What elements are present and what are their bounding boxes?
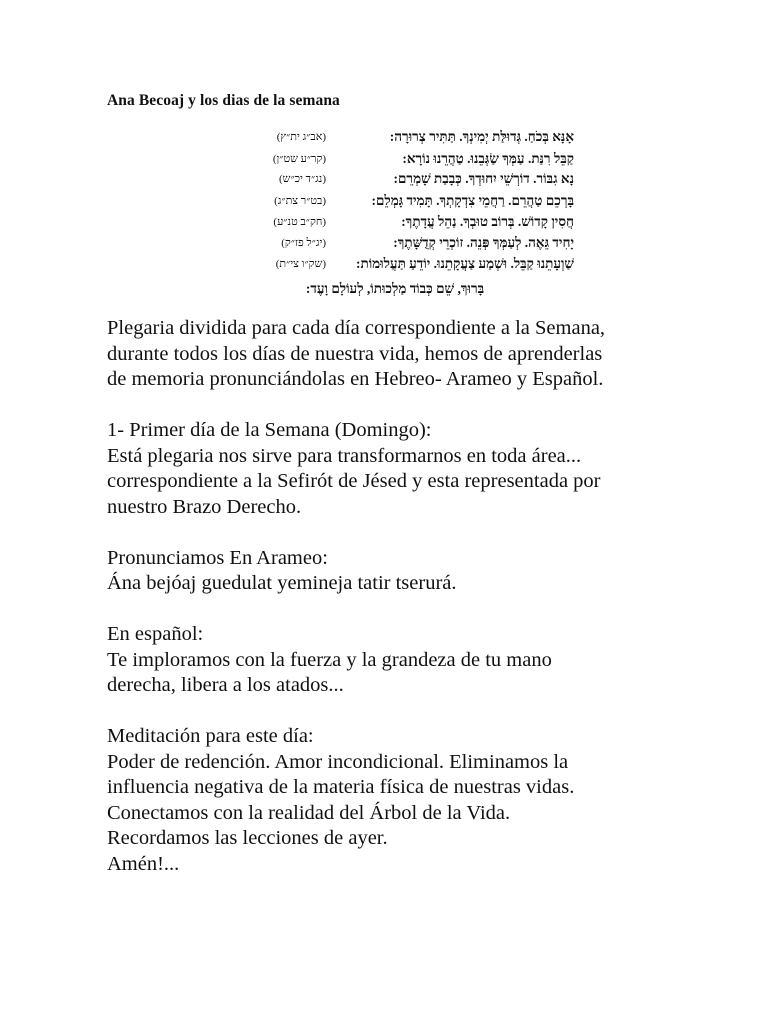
paragraph-line: Está plegaria nos sirve para transformarnos en toda área... [107, 444, 582, 467]
prayer-row [232, 253, 578, 275]
spanish-heading: En español: [107, 623, 204, 645]
prayer-row-ref: (שק״ו צי״ת) [275, 258, 326, 270]
paragraph-line: nuestro Brazo Derecho. [107, 495, 302, 518]
prayer-row-verse: אָנָּא בְּכֹחַ. גְּדוּלַּת יְמִינְךָ. תַּתִּיר צְרוּרָה: [389, 129, 574, 144]
prayer-row-verse: יָחִיד גֵּאֶה. לְעַמְּךָ פְּנֵה. זוֹכְרֵי קְדֻשָּׁתֶךָ: [393, 235, 574, 250]
prayer-row-ref: (קר״ע שט״ן) [272, 153, 326, 165]
paragraph-line: influencia negativa de la materia física de nuestras vidas. [107, 776, 575, 798]
prayer-row-verse: שַׁוְעָתֵנוּ קַבֵּל. וּשְׁמַע צַעֲקָתֵנוּ. יוֹדֵעַ תַּעֲלוּמוֹת: [355, 256, 574, 271]
meditation-heading: Meditación para este día: [107, 725, 314, 747]
prayer-hebrew-block [232, 126, 578, 306]
meditation-paragraph [107, 724, 707, 877]
paragraph-line: Recordamos las lecciones de ayer. [107, 827, 388, 849]
paragraph-line: derecha, libera a los atados... [107, 674, 344, 696]
prayer-row-ref: (נג״ד יכ״ש) [279, 173, 326, 185]
prayer-row [232, 211, 578, 233]
document-title: Ana Becoaj y los dias de la semana [107, 92, 340, 109]
prayer-closing-line: בָּרוּךְ, שֵׁם כְּבוֹד מַלְכוּתוֹ, לְעוֹלָם וָעֶד: [305, 281, 485, 296]
aramaic-heading: Pronunciamos En Arameo: [107, 546, 328, 569]
spanish-paragraph [107, 622, 707, 699]
prayer-row-verse: בָּרְכֵם טַהֲרֵם. רַחֲמֵי צִדְקָתְךָ. תָּמִיד גָּמְלֵם: [371, 193, 574, 208]
prayer-row-ref: (אב״ג ית״ץ) [276, 131, 326, 143]
paragraph-line: Plegaria dividida para cada día correspondiente a la Semana, [107, 317, 606, 339]
prayer-row-verse: נָא גִבּוֹר. דוֹרְשֵׁי יִחוּדְךָ. כְּבָבַת שָׁמְרֵם: [393, 171, 574, 186]
paragraph-line: Poder de redención. Amor incondicional. Eliminamos la [107, 750, 569, 773]
paragraph-line: Te imploramos con la fuerza y la grandeza de tu mano [107, 648, 552, 671]
prayer-row [232, 148, 578, 170]
paragraph-line: Amén!... [107, 852, 180, 875]
prayer-row [232, 168, 578, 190]
prayer-row [232, 232, 578, 254]
prayer-row-ref: (חק״ב טנ״ע) [273, 216, 326, 228]
prayer-row-verse: קַבֵּל רִנַּת. עַמְּךָ שַׂגְּבֵנוּ. טַהֲרֵנוּ נוֹרָא: [402, 151, 574, 166]
document-body [107, 316, 707, 903]
day-heading: 1- Primer día de la Semana (Domingo): [107, 419, 432, 441]
prayer-row-verse: חֲסִין קָדוֹשׁ. בְּרוֹב טוּבְךָ. נַהֵל עֲדָתֶךָ: [401, 214, 574, 229]
prayer-row [232, 126, 578, 148]
paragraph-line: durante todos los días de nuestra vida, hemos de aprenderlas [107, 342, 603, 365]
prayer-row-ref: (יג״ל פז״ק) [281, 237, 326, 249]
intro-paragraph [107, 316, 707, 393]
aramaic-paragraph [107, 546, 707, 597]
prayer-row-ref: (בט״ר צת״ג) [274, 195, 326, 207]
paragraph-line: de memoria pronunciándolas en Hebreo- Arameo y Español. [107, 368, 604, 390]
aramaic-text: Ána bejóaj guedulat yemineja tatir tserurá. [107, 572, 457, 594]
paragraph-line: correspondiente a la Sefirót de Jésed y esta representada por [107, 470, 601, 492]
day-paragraph [107, 418, 707, 520]
prayer-row [232, 190, 578, 212]
paragraph-line: Conectamos con la realidad del Árbol de la Vida. [107, 801, 511, 824]
